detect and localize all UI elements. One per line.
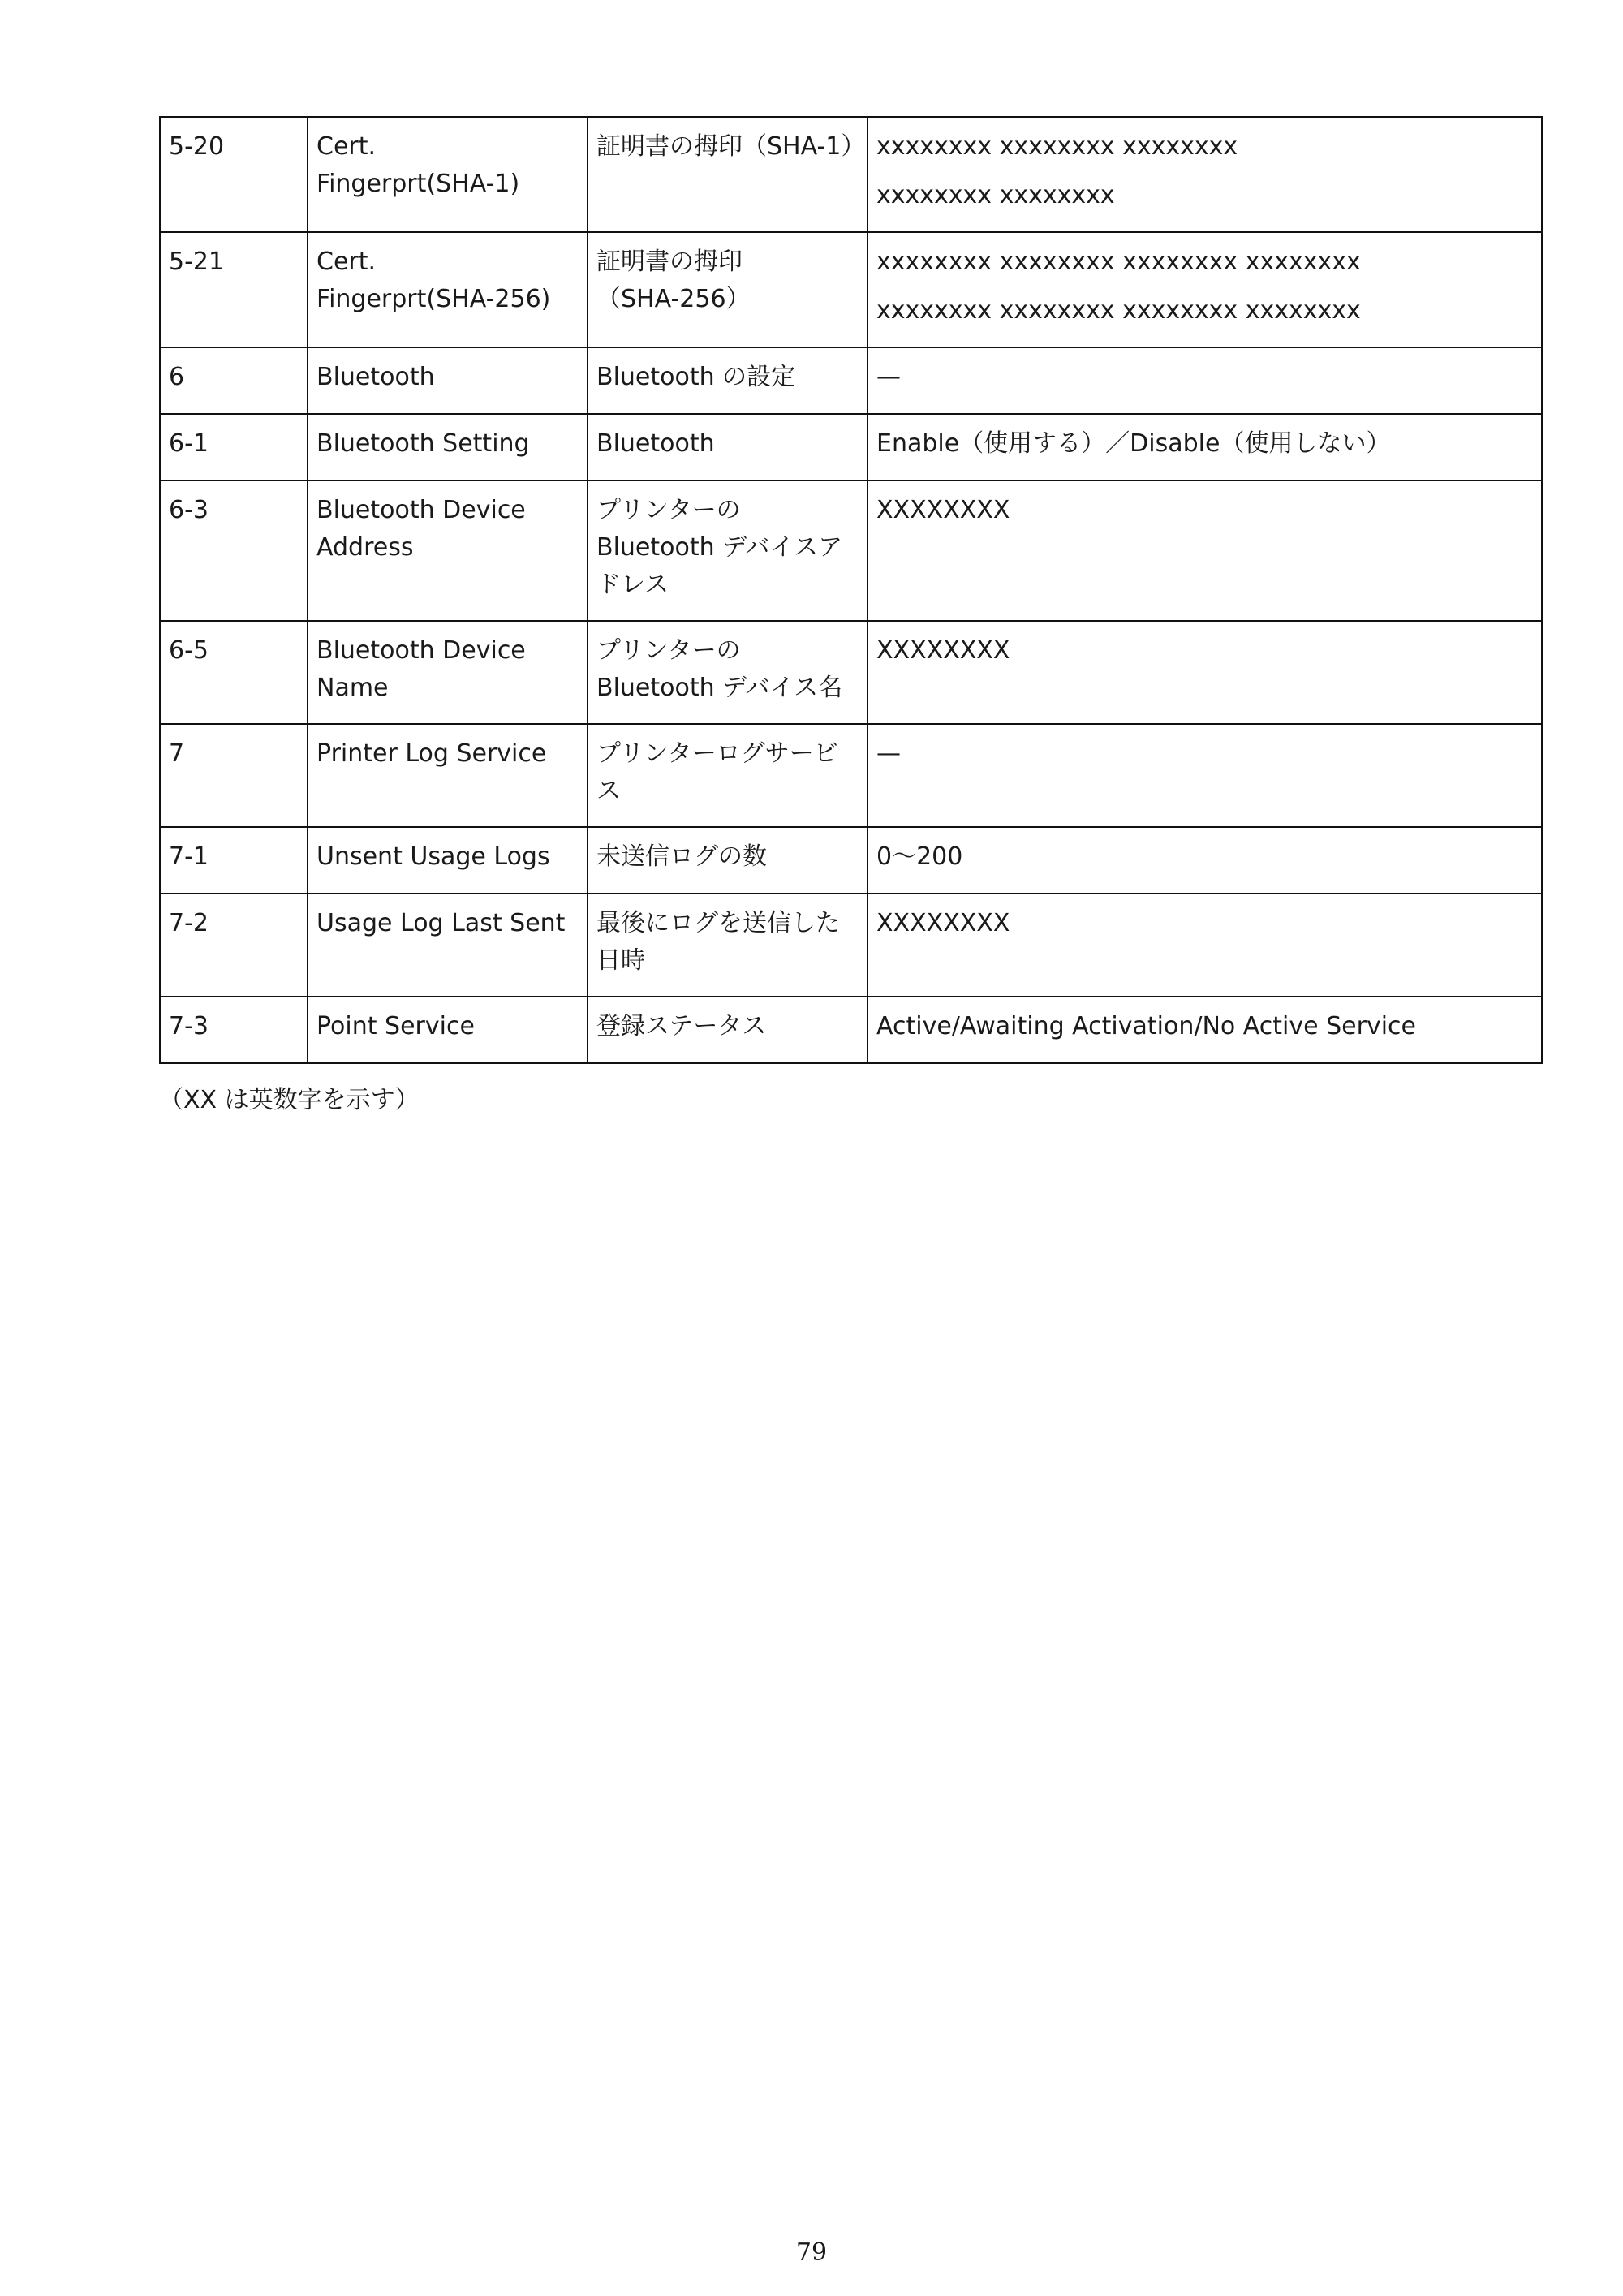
cell-value	[867, 480, 1542, 621]
cell-value-line: Enable（使用する）／Disable（使用しない）	[876, 429, 1391, 458]
cell-setting-name	[308, 621, 588, 724]
cell-number-text: 6-3	[169, 496, 209, 524]
cell-setting-name	[308, 724, 588, 827]
cell-value-line: —	[876, 363, 901, 391]
cell-value-line: xxxxxxxx xxxxxxxx xxxxxxxx xxxxxxxx	[876, 248, 1361, 276]
cell-setting-name-ja-text: 証明書の拇印	[596, 248, 743, 276]
table-row	[160, 414, 1542, 480]
cell-setting-name	[308, 232, 588, 347]
cell-number-text: 7-1	[169, 842, 209, 871]
cell-setting-name-ja-text: 最後にログを送信した	[596, 909, 840, 937]
cell-number	[160, 997, 308, 1063]
cell-setting-name-text: Fingerprt(SHA-1)	[316, 170, 520, 198]
cell-value-line: XXXXXXXX	[876, 909, 1010, 937]
cell-number	[160, 117, 308, 232]
cell-value-line: xxxxxxxx xxxxxxxx xxxxxxxx xxxxxxxx	[876, 296, 1361, 325]
cell-value	[867, 347, 1542, 414]
cell-value	[867, 414, 1542, 480]
table-row	[160, 997, 1542, 1063]
cell-value-line: 0～200	[876, 842, 963, 871]
cell-number-text: 5-21	[169, 248, 225, 276]
cell-value	[867, 724, 1542, 827]
cell-number-text: 7-2	[169, 909, 209, 937]
cell-value	[867, 621, 1542, 724]
cell-setting-name-ja	[588, 347, 867, 414]
table-body	[160, 117, 1542, 1063]
cell-setting-name-text: Address	[316, 533, 414, 562]
cell-setting-name-text: Bluetooth Device	[316, 636, 526, 665]
cell-setting-name-ja	[588, 414, 867, 480]
cell-setting-name-ja-text: （SHA-256）	[596, 285, 751, 313]
cell-setting-name-ja	[588, 827, 867, 894]
cell-number-text: 5-20	[169, 132, 225, 161]
cell-setting-name-ja	[588, 997, 867, 1063]
cell-setting-name-ja-text: Bluetooth	[596, 429, 715, 458]
cell-value	[867, 232, 1542, 347]
cell-number-text: 6-1	[169, 429, 209, 458]
cell-setting-name-ja-text: ドレス	[596, 571, 669, 599]
table-row	[160, 347, 1542, 414]
cell-number	[160, 347, 308, 414]
cell-setting-name-text: Name	[316, 674, 389, 702]
cell-setting-name-ja	[588, 894, 867, 997]
cell-value-line: xxxxxxxx xxxxxxxx	[876, 181, 1115, 209]
cell-setting-name-ja	[588, 480, 867, 621]
table-row	[160, 894, 1542, 997]
cell-setting-name	[308, 827, 588, 894]
cell-setting-name-text: Usage Log Last Sent	[316, 909, 566, 937]
cell-setting-name	[308, 997, 588, 1063]
cell-number	[160, 894, 308, 997]
cell-number-text: 6-5	[169, 636, 209, 665]
cell-setting-name-ja-text: 未送信ログの数	[596, 842, 767, 871]
cell-value	[867, 117, 1542, 232]
cell-setting-name-text: Cert.	[316, 248, 377, 276]
cell-number-text: 6	[169, 363, 185, 391]
cell-setting-name-text: Fingerprt(SHA-256)	[316, 285, 551, 313]
cell-setting-name-ja-text: 証明書の拇印（SHA-1）	[596, 132, 866, 161]
cell-number	[160, 724, 308, 827]
page-number: 79	[795, 2238, 828, 2267]
cell-setting-name-ja	[588, 621, 867, 724]
table-row	[160, 232, 1542, 347]
cell-setting-name-ja-text: プリンターログサービ	[596, 739, 838, 768]
cell-setting-name-text: Printer Log Service	[316, 739, 547, 768]
cell-setting-name-text: Bluetooth Setting	[316, 429, 530, 458]
cell-setting-name-ja-text: Bluetooth デバイス名	[596, 674, 843, 702]
settings-table	[159, 116, 1543, 1064]
cell-value-line: XXXXXXXX	[876, 636, 1010, 665]
footnote: （XX は英数字を示す）	[159, 1086, 420, 1114]
cell-setting-name-ja-text: プリンターの	[596, 636, 741, 665]
cell-value-line: —	[876, 739, 901, 768]
cell-value	[867, 894, 1542, 997]
cell-setting-name-ja-text: プリンターの	[596, 496, 741, 524]
cell-number	[160, 621, 308, 724]
cell-setting-name-ja	[588, 724, 867, 827]
cell-value	[867, 827, 1542, 894]
cell-setting-name-text: Bluetooth Device	[316, 496, 526, 524]
table-row	[160, 827, 1542, 894]
cell-setting-name-text: Cert.	[316, 132, 377, 161]
cell-setting-name-ja	[588, 117, 867, 232]
cell-value-line: XXXXXXXX	[876, 496, 1010, 524]
cell-setting-name-ja-text: Bluetooth の設定	[596, 363, 796, 391]
table-row	[160, 724, 1542, 827]
cell-setting-name	[308, 894, 588, 997]
cell-setting-name	[308, 414, 588, 480]
table-row	[160, 621, 1542, 724]
cell-value	[867, 997, 1542, 1063]
cell-setting-name-ja-text: 日時	[596, 946, 645, 975]
cell-number	[160, 414, 308, 480]
cell-setting-name-ja-text: ス	[596, 777, 621, 805]
cell-setting-name-ja-text: Bluetooth デバイスア	[596, 533, 843, 562]
cell-setting-name-text: Point Service	[316, 1012, 475, 1040]
cell-setting-name-ja	[588, 232, 867, 347]
table-row	[160, 117, 1542, 232]
cell-setting-name	[308, 480, 588, 621]
cell-setting-name	[308, 117, 588, 232]
cell-number	[160, 480, 308, 621]
cell-number	[160, 827, 308, 894]
cell-value-line: xxxxxxxx xxxxxxxx xxxxxxxx	[876, 132, 1238, 161]
cell-setting-name-text: Bluetooth	[316, 363, 435, 391]
cell-value-line: Active/Awaiting Activation/No Active Service	[876, 1012, 1416, 1040]
cell-number	[160, 232, 308, 347]
cell-setting-name-text: Unsent Usage Logs	[316, 842, 550, 871]
cell-setting-name	[308, 347, 588, 414]
cell-number-text: 7	[169, 739, 185, 768]
cell-setting-name-ja-text: 登録ステータス	[596, 1012, 767, 1040]
cell-number-text: 7-3	[169, 1012, 209, 1040]
table-row	[160, 480, 1542, 621]
